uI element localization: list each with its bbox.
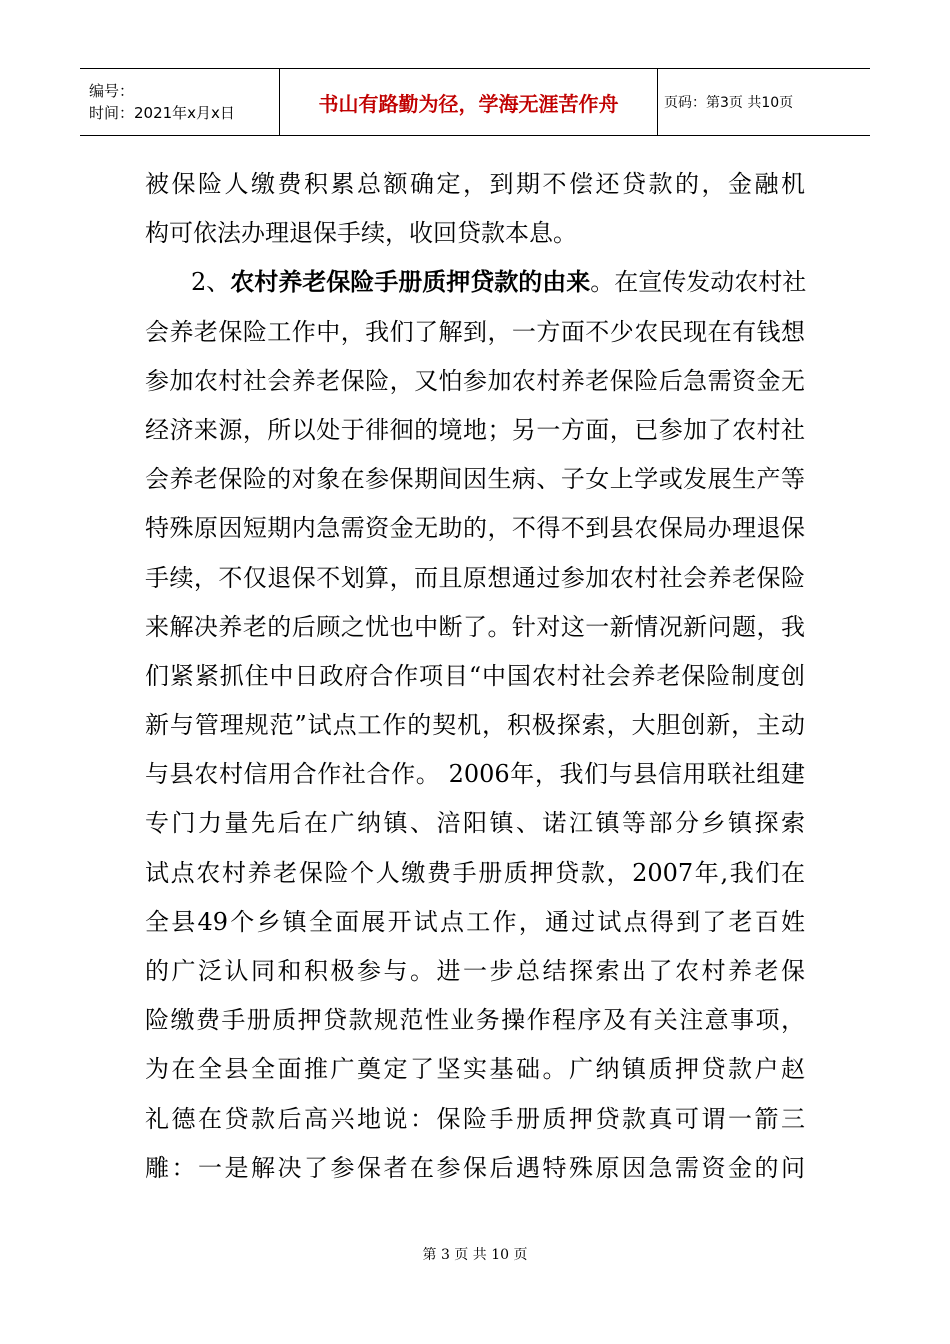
text-line: 手续，不仅退保不划算，而且原想通过参加农村社会养老保险 bbox=[145, 563, 805, 592]
heading-line-rest: 。在宣传发动农村社 bbox=[590, 268, 807, 297]
header-page-number: 页码：第3页 共10页 bbox=[664, 95, 794, 111]
header-motto: 书山有路勤为径，学海无涯苦作舟 bbox=[280, 69, 658, 135]
text-line: 为在全县全面推广奠定了坚实基础。广纳镇质押贷款户赵 bbox=[145, 1055, 805, 1084]
text-line: 雕：一是解决了参保者在参保后遇特殊原因急需资金的问 bbox=[145, 1153, 805, 1182]
text-line: 与县农村信用合作社合作。 2006年，我们与县信用联社组建 bbox=[145, 760, 805, 789]
text-line: 险缴费手册质押贷款规范性业务操作程序及有关注意事项， bbox=[145, 1006, 805, 1035]
section-number: 2、 bbox=[191, 268, 231, 297]
text-line: 新与管理规范”试点工作的契机，积极探索，大胆创新，主动 bbox=[145, 711, 805, 740]
text-line: 构可依法办理退保手续，收回贷款本息。 bbox=[145, 219, 577, 248]
text-line: 们紧紧抓住中日政府合作项目“中国农村社会养老保险制度创 bbox=[145, 661, 805, 690]
document-time-label: 时间：2021年x月x日 bbox=[89, 104, 235, 122]
text-line: 试点农村养老保险个人缴费手册质押贷款，2007年,我们在 bbox=[145, 858, 805, 887]
paragraph-heading-line bbox=[145, 258, 805, 307]
text-line: 特殊原因短期内急需资金无助的，不得不到县农保局办理退保 bbox=[145, 514, 805, 543]
section-heading: 农村养老保险手册质押贷款的由来 bbox=[230, 268, 591, 297]
text-line: 全县49个乡镇全面展开试点工作，通过试点得到了老百姓 bbox=[145, 907, 805, 936]
text-line: 专门力量先后在广纳镇、涪阳镇、诺江镇等部分乡镇探索 bbox=[145, 809, 805, 838]
text-line: 的广泛认同和积极参与。进一步总结探索出了农村养老保 bbox=[145, 957, 805, 985]
header-meta bbox=[80, 69, 280, 135]
text-line: 参加农村社会养老保险，又怕参加农村养老保险后急需资金无 bbox=[145, 366, 805, 395]
document-number-label: 编号： bbox=[89, 82, 135, 100]
text-line: 被保险人缴费积累总额确定，到期不偿还贷款的，金融机 bbox=[145, 170, 805, 198]
text-line: 会养老保险的对象在参保期间因生病、子女上学或发展生产等 bbox=[145, 465, 805, 494]
page-header bbox=[80, 68, 870, 136]
document-body bbox=[145, 160, 805, 1193]
text-line: 经济来源，所以处于徘徊的境地；另一方面，已参加了农村社 bbox=[145, 415, 805, 444]
text-line: 来解决养老的后顾之忧也中断了。针对这一新情况新问题，我 bbox=[145, 612, 805, 641]
text-line: 会养老保险工作中，我们了解到，一方面不少农民现在有钱想 bbox=[145, 317, 805, 346]
page-footer: 第 3 页 共 10 页 bbox=[422, 1247, 528, 1263]
text-line: 礼德在贷款后高兴地说：保险手册质押贷款真可谓一箭三 bbox=[145, 1104, 805, 1133]
